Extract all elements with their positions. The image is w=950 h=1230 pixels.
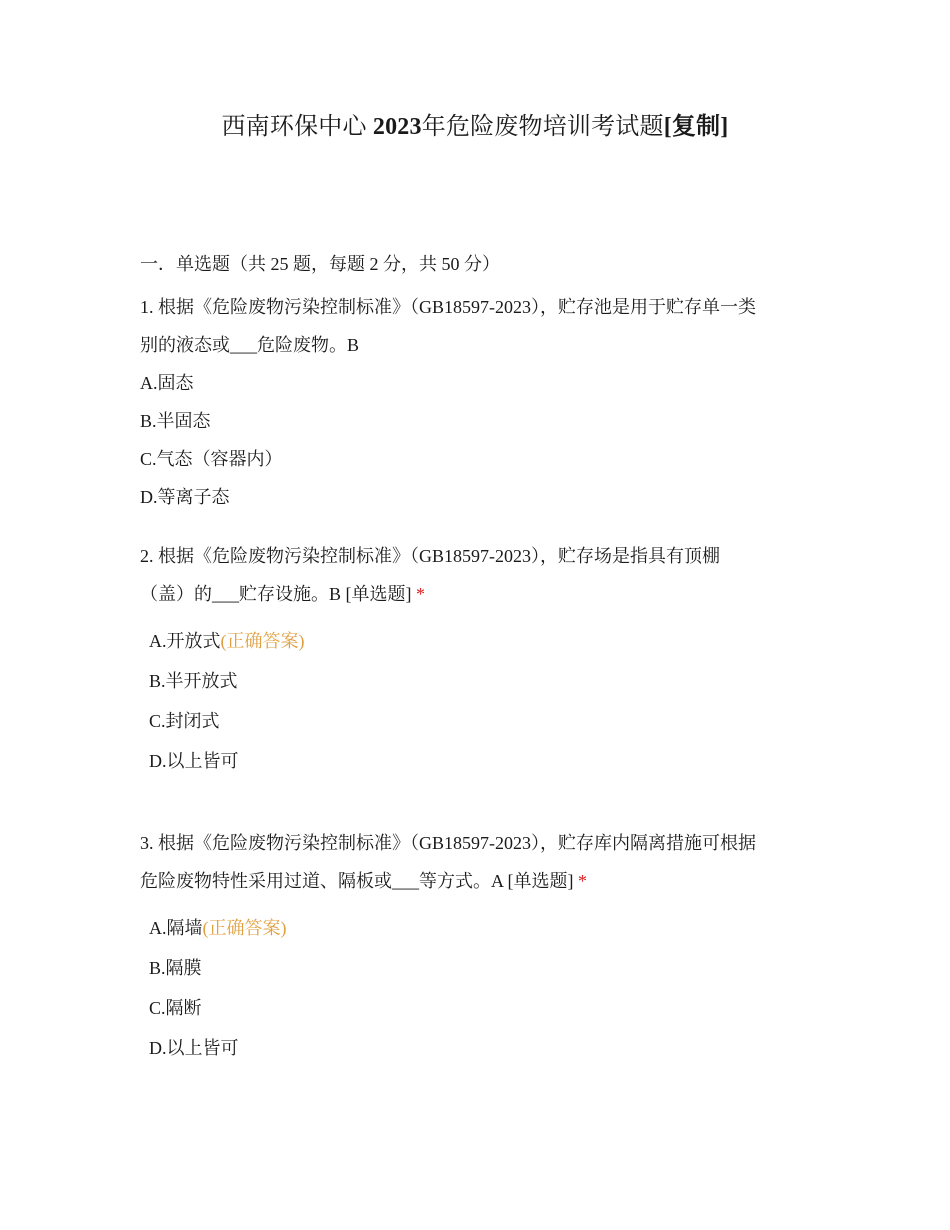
correct-answer-tag: (正确答案)	[202, 918, 287, 938]
exam-content	[140, 250, 810, 1068]
question-3-stem-line1: 3. 根据《危险废物污染控制标准》（GB18597-2023），贮存库内隔离措施可根据	[140, 833, 756, 853]
question-2-option-a[interactable]	[149, 621, 810, 661]
title-part1: 西南环保中心	[221, 114, 367, 140]
question-1-stem-line2: 别的液态或___危险废物。B	[140, 335, 360, 355]
question-3-option-b[interactable]: B.隔膜	[149, 958, 202, 978]
question-3-option-a[interactable]	[149, 908, 810, 948]
question-2	[140, 537, 810, 781]
question-1	[140, 288, 810, 516]
question-2-stem-line1: 2. 根据《危险废物污染控制标准》（GB18597-2023），贮存场是指具有顶棚	[140, 546, 720, 566]
question-2-option-c[interactable]: C.封闭式	[149, 711, 220, 731]
question-1-option-c[interactable]: C.气态（容器内）	[140, 449, 283, 469]
question-1-options	[140, 364, 810, 516]
option-label: A.开放式	[149, 631, 221, 651]
question-2-option-d[interactable]: D.以上皆可	[149, 751, 239, 771]
question-1-stem-line1: 1. 根据《危险废物污染控制标准》（GB18597-2023），贮存池是用于贮存单一类	[140, 297, 756, 317]
section-heading: 一．单选题（共 25 题，每题 2 分，共 50 分）	[140, 254, 500, 274]
question-2-options	[140, 621, 810, 781]
question-2-option-b[interactable]: B.半开放式	[149, 671, 238, 691]
title-suffix: [复制]	[663, 114, 729, 140]
question-2-stem-text: （盖）的___贮存设施。B [单选题]	[140, 584, 412, 604]
page-title	[0, 112, 950, 142]
question-3-option-d[interactable]: D.以上皆可	[149, 1038, 239, 1058]
question-3-option-c[interactable]: C.隔断	[149, 998, 202, 1018]
title-year: 2023	[372, 114, 422, 140]
question-1-option-a[interactable]: A.固态	[140, 373, 194, 393]
required-star: *	[416, 584, 425, 604]
title-part2: 年危险废物培训考试题	[421, 114, 664, 140]
question-1-option-b[interactable]: B.半固态	[140, 411, 211, 431]
option-label: A.隔墙	[149, 918, 203, 938]
question-3-options	[140, 908, 810, 1068]
question-2-stem-line2	[140, 575, 810, 613]
question-1-option-d[interactable]: D.等离子态	[140, 487, 230, 507]
question-3-stem-text: 危险废物特性采用过道、隔板或___等方式。A [单选题]	[140, 871, 574, 891]
question-3	[140, 824, 810, 1068]
question-3-stem-line2	[140, 862, 810, 900]
correct-answer-tag: (正确答案)	[220, 631, 305, 651]
required-star: *	[578, 871, 587, 891]
